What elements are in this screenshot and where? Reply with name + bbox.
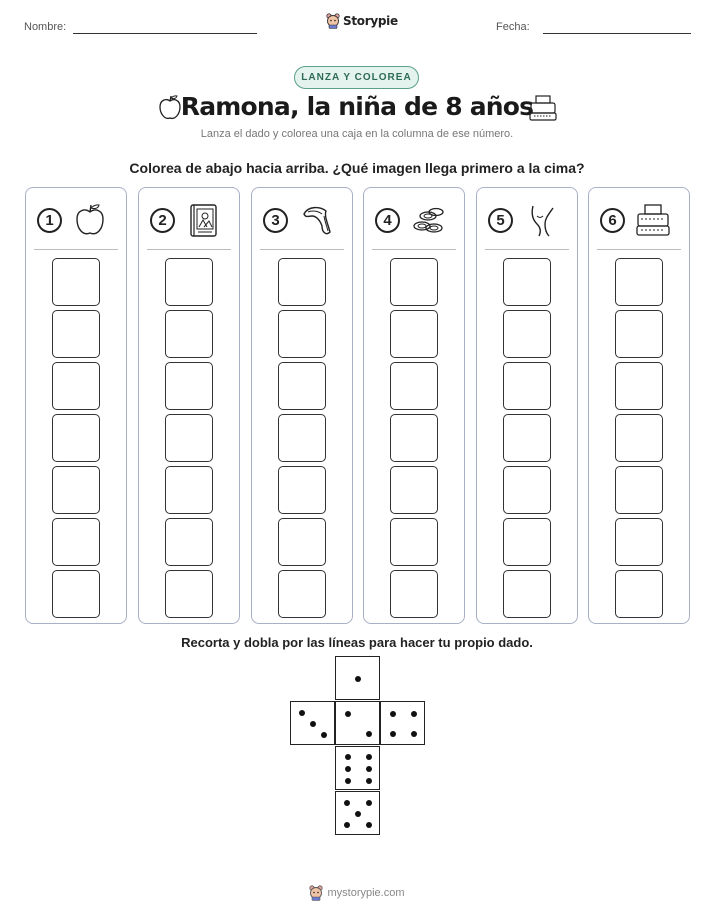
bear-icon	[326, 13, 340, 29]
footer	[0, 885, 714, 901]
knee-icon	[523, 202, 559, 238]
color-box[interactable]	[278, 414, 326, 462]
columns-area	[25, 187, 690, 624]
color-box[interactable]	[615, 310, 663, 358]
column-divider	[485, 249, 569, 250]
color-box[interactable]	[615, 518, 663, 566]
column-6	[588, 187, 690, 624]
dice-face-4	[380, 701, 425, 745]
title-row	[0, 90, 714, 128]
color-box[interactable]	[615, 362, 663, 410]
column-divider	[260, 249, 344, 250]
page-subtitle: Lanza el dado y colorea una caja en la columna de ese número.	[200, 128, 514, 140]
color-box[interactable]	[615, 570, 663, 618]
dice-pip	[366, 800, 372, 806]
column-divider	[372, 249, 456, 250]
color-box[interactable]	[165, 570, 213, 618]
color-box[interactable]	[390, 258, 438, 306]
dice-net	[290, 656, 425, 836]
name-field-line[interactable]	[73, 33, 257, 34]
dice-pip	[390, 711, 396, 717]
dice-pip	[299, 710, 305, 716]
activity-badge: LANZA Y COLOREA	[294, 66, 419, 89]
color-box[interactable]	[615, 414, 663, 462]
column-divider	[147, 249, 231, 250]
storypie-logo	[326, 13, 398, 29]
dice-pip	[344, 822, 350, 828]
column-divider	[597, 249, 681, 250]
dice-pip	[411, 711, 417, 717]
name-label: Nombre:	[24, 21, 67, 33]
color-box[interactable]	[52, 362, 100, 410]
color-box[interactable]	[278, 518, 326, 566]
color-box[interactable]	[165, 362, 213, 410]
color-box[interactable]	[278, 570, 326, 618]
color-box[interactable]	[390, 414, 438, 462]
column-4	[363, 187, 465, 624]
column-header	[364, 202, 464, 242]
dice-pip	[366, 731, 372, 737]
color-box[interactable]	[503, 570, 551, 618]
column-number: 4	[375, 208, 400, 233]
color-box[interactable]	[503, 362, 551, 410]
dice-face-5	[335, 791, 380, 835]
column-number: 2	[150, 208, 175, 233]
color-box[interactable]	[52, 258, 100, 306]
color-box[interactable]	[52, 310, 100, 358]
column-header	[139, 202, 239, 242]
color-box[interactable]	[390, 570, 438, 618]
typewriter-icon	[528, 94, 558, 122]
color-box[interactable]	[165, 518, 213, 566]
dice-pip	[390, 731, 396, 737]
color-box[interactable]	[278, 310, 326, 358]
color-box[interactable]	[52, 414, 100, 462]
dice-pip	[321, 732, 327, 738]
color-box[interactable]	[503, 258, 551, 306]
color-box[interactable]	[278, 258, 326, 306]
color-box[interactable]	[390, 518, 438, 566]
dice-pip	[366, 778, 372, 784]
dice-face-2	[335, 701, 380, 745]
dice-pip	[366, 766, 372, 772]
column-3	[251, 187, 353, 624]
dice-pip	[344, 800, 350, 806]
dice-pip	[345, 766, 351, 772]
storybook-icon	[185, 202, 221, 238]
color-box[interactable]	[52, 466, 100, 514]
color-box[interactable]	[503, 466, 551, 514]
dice-face-6	[335, 746, 380, 790]
color-box[interactable]	[165, 310, 213, 358]
column-number: 5	[488, 208, 513, 233]
bear-icon	[309, 885, 323, 901]
column-header	[477, 202, 577, 242]
column-divider	[34, 249, 118, 250]
typewriter-icon	[635, 202, 671, 238]
color-box[interactable]	[615, 466, 663, 514]
dice-pip	[411, 731, 417, 737]
column-5	[476, 187, 578, 624]
dice-pip	[366, 822, 372, 828]
color-box[interactable]	[615, 258, 663, 306]
column-number: 3	[263, 208, 288, 233]
dice-pip	[345, 778, 351, 784]
color-box[interactable]	[503, 310, 551, 358]
dice-face-3	[290, 701, 335, 745]
column-header	[252, 202, 352, 242]
color-box[interactable]	[278, 466, 326, 514]
ponytail-icon	[298, 202, 334, 238]
color-box[interactable]	[165, 466, 213, 514]
column-number: 1	[37, 208, 62, 233]
coins-icon	[410, 202, 446, 238]
date-field-line[interactable]	[543, 33, 691, 34]
column-header	[26, 202, 126, 242]
color-box[interactable]	[390, 310, 438, 358]
date-label: Fecha:	[496, 21, 530, 33]
apple-icon	[72, 202, 108, 238]
dice-pip	[345, 711, 351, 717]
color-box[interactable]	[52, 570, 100, 618]
color-box[interactable]	[52, 518, 100, 566]
color-box[interactable]	[390, 466, 438, 514]
coloring-instruction: Colorea de abajo hacia arriba. ¿Qué imagen llega primero a la cima?	[129, 160, 585, 176]
column-number: 6	[600, 208, 625, 233]
color-box[interactable]	[165, 258, 213, 306]
dice-face-1	[335, 656, 380, 700]
color-box[interactable]	[390, 362, 438, 410]
dice-pip	[355, 811, 361, 817]
column-1	[25, 187, 127, 624]
color-box[interactable]	[503, 518, 551, 566]
worksheet-header	[0, 0, 714, 50]
dice-pip	[310, 721, 316, 727]
logo-text: Storypie	[343, 14, 398, 28]
cut-instruction: Recorta y dobla por las líneas para hacer tu propio dado.	[181, 635, 533, 650]
column-2	[138, 187, 240, 624]
color-box[interactable]	[165, 414, 213, 462]
page-title: Ramona, la niña de 8 años	[180, 92, 534, 121]
color-box[interactable]	[278, 362, 326, 410]
dice-pip	[345, 754, 351, 760]
column-header	[589, 202, 689, 242]
footer-url: mystorypie.com	[327, 887, 405, 899]
color-box[interactable]	[503, 414, 551, 462]
dice-pip	[355, 676, 361, 682]
dice-pip	[366, 754, 372, 760]
